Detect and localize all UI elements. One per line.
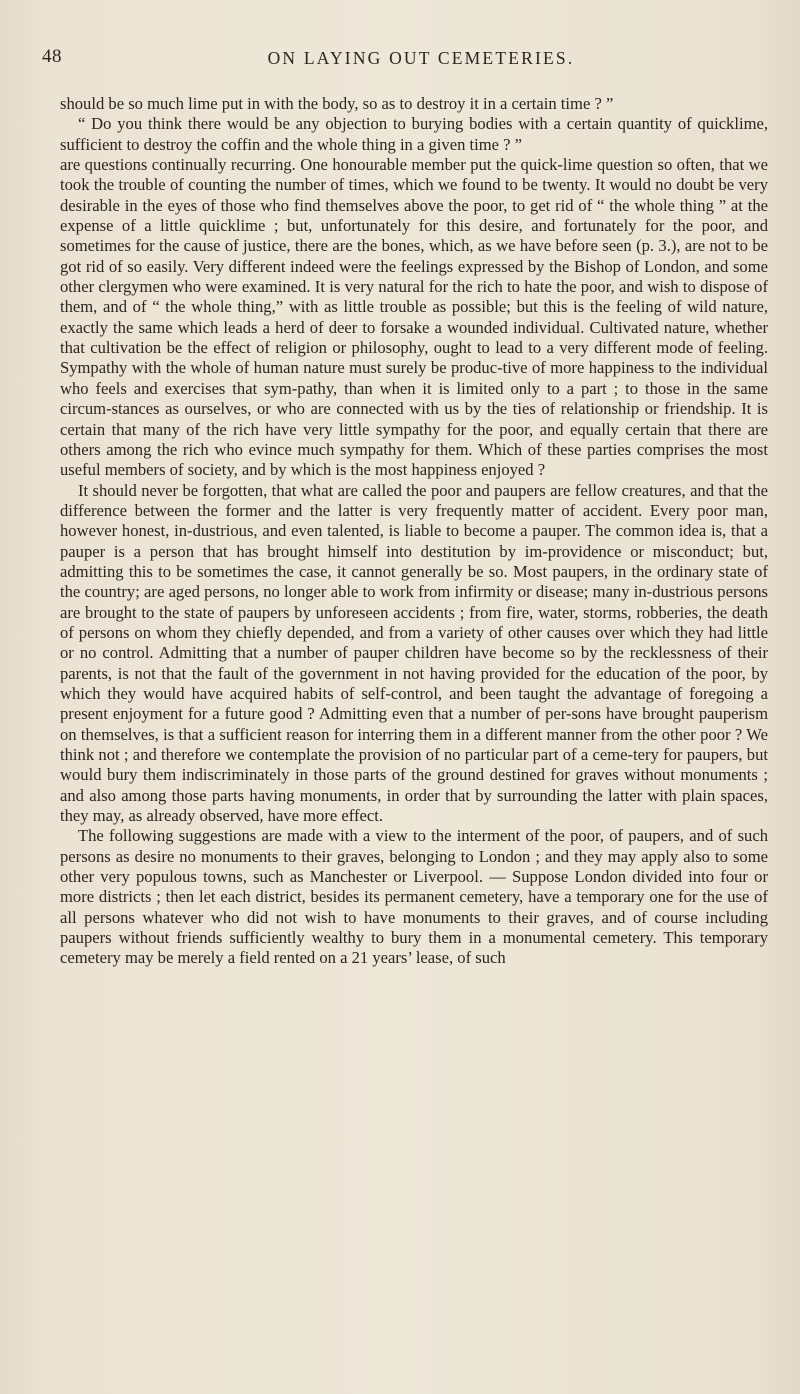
running-head: ON LAYING OUT CEMETERIES. <box>267 48 575 68</box>
page-header <box>42 46 760 76</box>
paragraph: It should never be forgotten, that what are called the poor and paupers are fellow creatures, and that the difference between the former and the latter is very frequently matter of accident. Every poor man, however honest, in-dustrious, and even talented, is liable to become a pauper. The common idea is, that a pauper is a person that has brought himself into destitution by im-providence or misconduct; but, admitting this to be sometimes the case, it cannot generally be so. Most paupers, in the ordinary state of the country; are aged persons, no longer able to work from infirmity or disease; many in-dustrious persons are brought to the state of paupers by unforeseen accidents ; from fire, water, storms, robberies, the death of persons on whom they chiefly depended, and from a variety of other causes over which they had little or no control. Admitting that a number of pauper children have become so by the recklessness of their parents, is not that the fault of the government in not having provided for the education of the poor, by which they would have acquired habits of self-control, and been taught the advantage of foregoing a present enjoyment for a future good ? Admitting even that a number of per-sons have brought pauperism on themselves, is that a sufficient reason for interring them in a different manner from the other poor ? We think not ; and therefore we contemplate the provision of no particular part of a ceme-tery for paupers, but would bury them indiscriminately in those parts of the ground destined for graves without monuments ; and also among those parts having monuments, in order that by surrounding the latter with plain spaces, they may, as already observed, have more effect. <box>60 480 768 826</box>
paragraph: “ Do you think there would be any objection to burying bodies with a certain quantity of quicklime, sufficient to destroy the coffin and the whole thing in a given time ? ” <box>60 114 768 154</box>
body-text <box>60 94 768 969</box>
page-number: 48 <box>42 46 62 67</box>
paragraph: are questions continually recurring. One honourable member put the quick-lime question so often, that we took the trouble of counting the number of times, which we found to be twenty. It would no doubt be very desirable in the eyes of those who find themselves above the poor, to get rid of “ the whole thing ” at the expense of a little quicklime ; but, unfortunately for this desire, and fortunately for the poor, and sometimes for the cause of justice, there are the bones, which, as we have before seen (p. 3.), are not to be got rid of so easily. Very different indeed were the feelings expressed by the Bishop of London, and some other clergymen who were examined. It is very natural for the rich to hate the poor, and wish to dispose of them, and of “ the whole thing,” with as little trouble as possible; but this is the feeling of wild nature, exactly the same which leads a herd of deer to forsake a wounded individual. Cultivated nature, whether that cultivation be the effect of religion or philosophy, ought to lead to a very different mode of feeling. Sympathy with the whole of human nature must surely be produc-tive of more happiness to the individual who feels and exercises that sym-pathy, than when it is limited only to a part ; to those in the same circum-stances as ourselves, or who are connected with us by the ties of relationship or friendship. It is certain that many of the rich have very little sympathy for the poor, and equally certain that there are others among the rich who evince much sympathy for them. Which of these parties comprises the most useful members of society, and by which is the most happiness enjoyed ? <box>60 155 768 480</box>
paragraph: should be so much lime put in with the body, so as to destroy it in a certain time ? ” <box>60 94 614 113</box>
paragraph: The following suggestions are made with a view to the interment of the poor, of paupers, and of such persons as desire no monuments to their graves, belonging to London ; and they may apply also to some other very populous towns, such as Manchester or Liverpool. — Suppose London divided into four or more districts ; then let each district, besides its permanent cemetery, have a temporary one for the use of all persons whatever who did not wish to have monuments to their graves, and of course including paupers without friends sufficiently wealthy to bury them in a monumental cemetery. This temporary cemetery may be merely a field rented on a 21 years’ lease, of such <box>60 826 768 968</box>
